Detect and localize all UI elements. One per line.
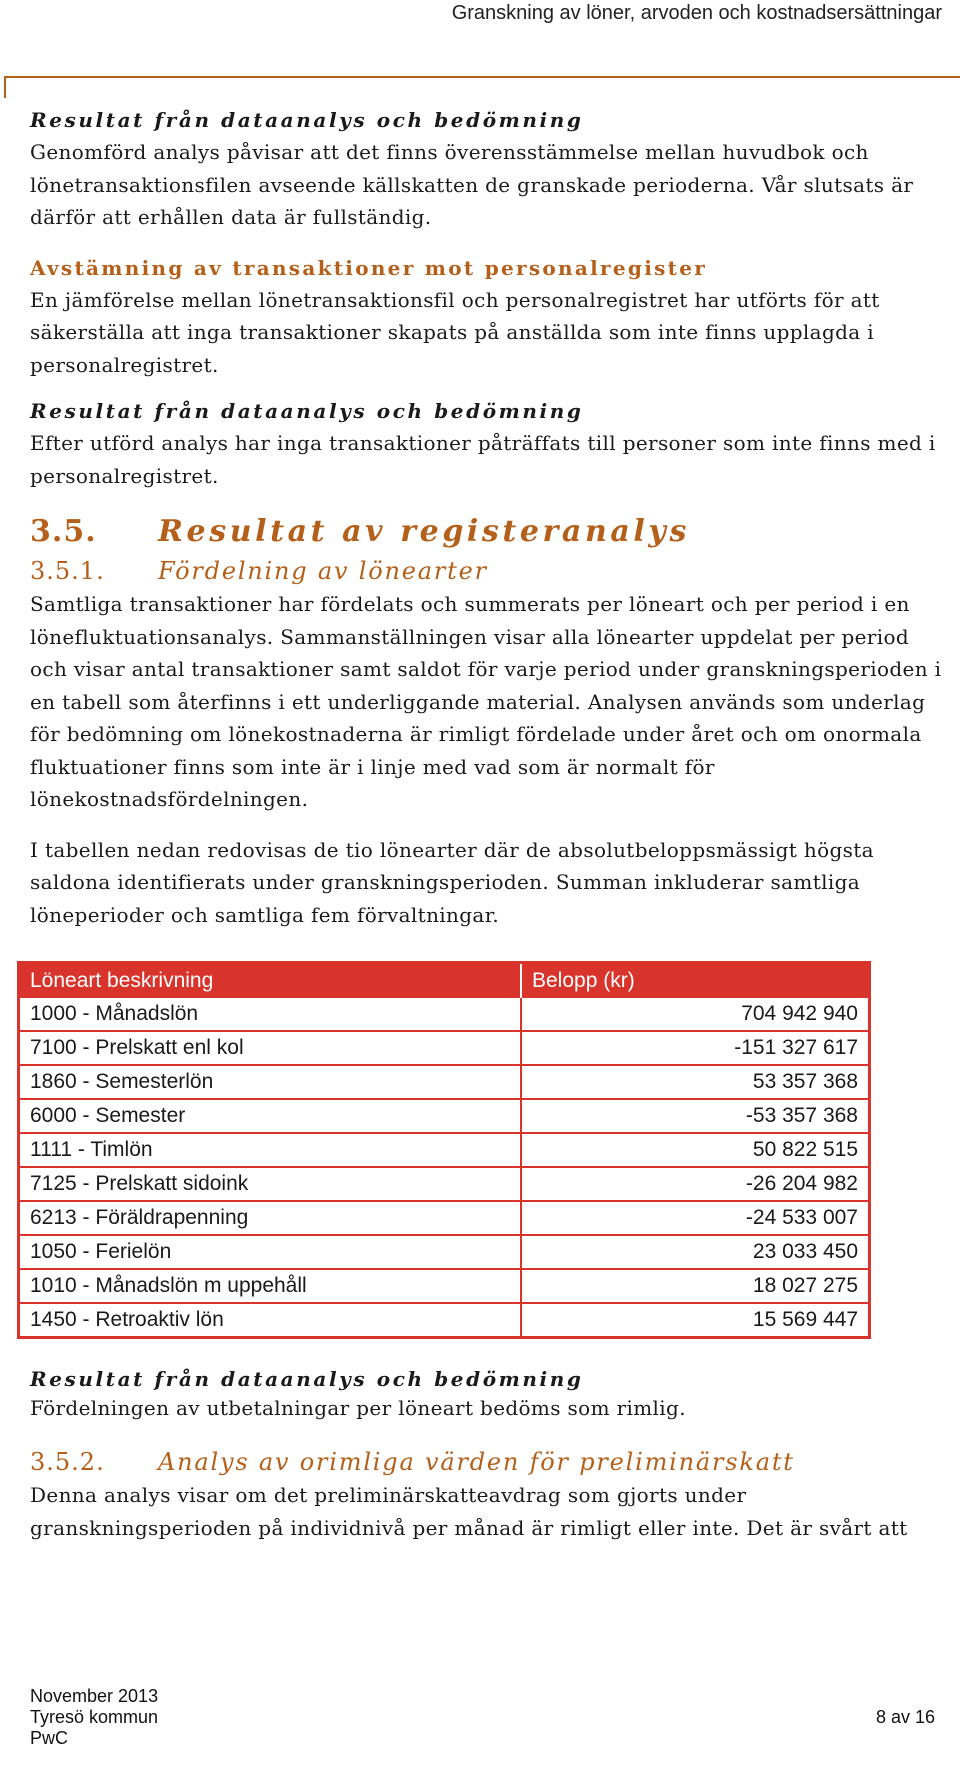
reconciliation-heading: Avstämning av transaktioner mot personalregister: [30, 255, 708, 280]
row-amount: 704 942 940: [521, 998, 870, 1031]
header-corner-mark: [4, 76, 6, 98]
page-number: 8 av 16: [875, 1707, 935, 1727]
result-heading-1: Resultat från dataanalys och bedömning: [30, 108, 584, 132]
row-amount: 15 569 447: [752, 1308, 858, 1331]
row-amount: -53 357 368: [521, 1099, 870, 1133]
row-description: 1050 - Ferielön: [19, 1235, 522, 1269]
distribution-paragraph-2: I tabellen nedan redovisas de tio lönearter där de absolutbeloppsmässigt högsta saldona identifierats under granskningsperioden. Summan inkluderar samtliga löneperioder och samtliga fem förvaltningar.: [30, 837, 874, 927]
subsection-heading-3-5-1: [30, 554, 945, 588]
result-heading-3: Resultat från dataanalys och bedömning: [30, 1367, 584, 1391]
row-amount: -26 204 982: [521, 1167, 870, 1201]
table-row: [19, 1201, 870, 1235]
column-header-amount: Belopp (kr): [521, 963, 870, 999]
result-text-3: Fördelningen av utbetalningar per löneart bedöms som rimlig.: [30, 1396, 686, 1420]
row-amount: -151 327 617: [521, 1031, 870, 1065]
subsection-heading-3-5-2: [30, 1445, 945, 1479]
table-row: [19, 1133, 870, 1167]
reconciliation-text: En jämförelse mellan lönetransaktionsfil och personalregistret har utförts för att säkerställa att inga transaktioner skapats på anställda som inte finns upplagda i personalregistret.: [30, 287, 880, 377]
table-header-row: [19, 963, 870, 999]
row-description: 1010 - Månadslön m uppehåll: [19, 1269, 522, 1303]
table-row: [19, 1099, 870, 1133]
table-row: [19, 1303, 870, 1338]
row-description: 1000 - Månadslön: [19, 998, 522, 1031]
section-title: Resultat av registeranalys: [158, 514, 690, 549]
result-text-2: Efter utförd analys har inga transaktioner påträffats till personer som inte finns med i personalregistret.: [30, 431, 936, 488]
distribution-paragraph-1: Samtliga transaktioner har fördelats och summerats per löneart och per period i en lönefluktuationsanalys. Sammanställningen visar alla lönearter uppdelat per period och visar antal transaktioner samt saldot för varje period under granskningsperioden i en tabell som återfinns i ett underliggande material. Analysen används som underlag för bedömning om lönekostnaderna är rimligt fördelade under året och om onormala fluktuationer finns som inte är i linje med vad som är normalt för lönekostnadsfördelningen.: [30, 592, 942, 811]
page-footer: [30, 1686, 935, 1749]
footer-company: PwC: [30, 1728, 69, 1748]
row-description: 1450 - Retroaktiv lön: [19, 1303, 522, 1338]
subsection-number: 3.5.1.: [30, 557, 105, 585]
table-row: [19, 1031, 870, 1065]
salary-type-table: [17, 961, 871, 1339]
table-row: [19, 1065, 870, 1099]
row-amount: 53 357 368: [521, 1065, 870, 1099]
row-description: 1111 - Timlön: [19, 1133, 522, 1167]
tax-analysis-text: Denna analys visar om det preliminärskatteavdrag som gjorts under granskningsperioden på individnivå per månad är rimligt eller inte. Det är svårt att: [30, 1483, 908, 1540]
section-heading-3-5: [30, 512, 945, 552]
footer-date: November 2013: [30, 1686, 159, 1706]
subsection-number: 3.5.2.: [30, 1448, 105, 1476]
footer-organization: Tyresö kommun: [30, 1707, 159, 1727]
table-row: [19, 1235, 870, 1269]
subsection-title: Fördelning av lönearter: [158, 557, 488, 585]
table-row: [19, 1269, 870, 1303]
document-body: [30, 104, 945, 1544]
column-header-description: Löneart beskrivning: [19, 963, 522, 999]
header-title: Granskning av löner, arvoden och kostnadsersättningar: [451, 2, 942, 24]
row-description: 7100 - Prelskatt enl kol: [19, 1031, 522, 1065]
row-description: 7125 - Prelskatt sidoink: [19, 1167, 522, 1201]
row-amount: -24 533 007: [521, 1201, 870, 1235]
result-heading-2: Resultat från dataanalys och bedömning: [30, 399, 584, 423]
table-row: [19, 998, 870, 1031]
table-row: [19, 1167, 870, 1201]
row-amount: 50 822 515: [521, 1133, 870, 1167]
row-description: 6213 - Föräldrapenning: [19, 1201, 522, 1235]
result-text-1: Genomförd analys påvisar att det finns överensstämmelse mellan huvudbok och lönetransaktionsfilen avseende källskatten de granskade perioderna. Vår slutsats är därför att erhållen data är fullständig.: [30, 140, 914, 229]
row-amount: 23 033 450: [521, 1235, 870, 1269]
row-description: 6000 - Semester: [19, 1099, 522, 1133]
section-number: 3.5.: [30, 514, 97, 549]
row-description: 1860 - Semesterlön: [19, 1065, 522, 1099]
subsection-title: Analys av orimliga värden för preliminärskatt: [158, 1448, 795, 1476]
row-amount: 18 027 275: [521, 1269, 870, 1303]
header-divider: [4, 76, 960, 78]
